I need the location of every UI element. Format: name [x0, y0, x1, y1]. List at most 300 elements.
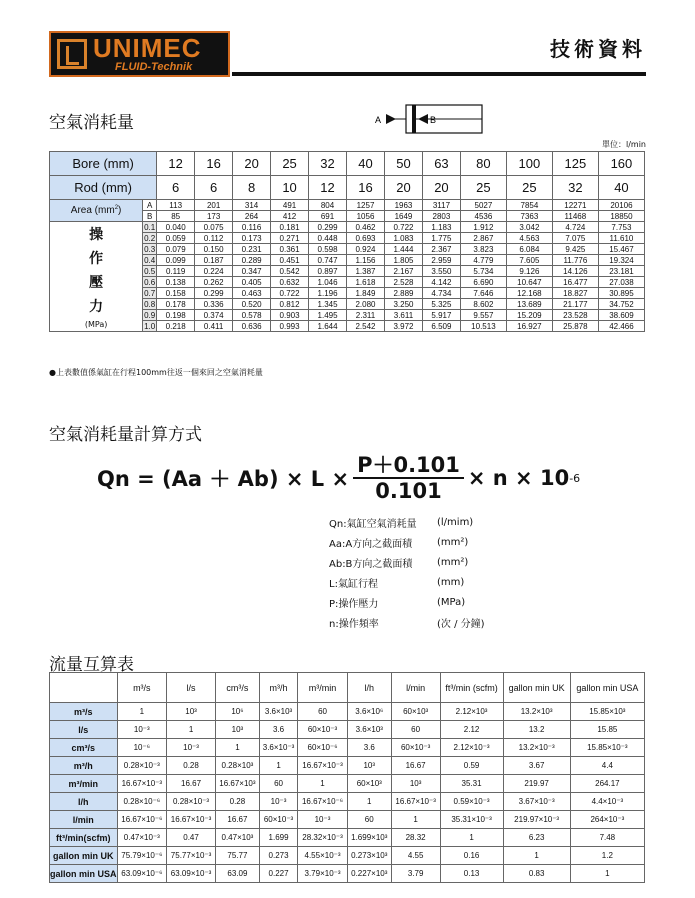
consumption-cell: 0.747 [309, 255, 347, 266]
flow-cell: 10⁻³ [259, 793, 297, 811]
flow-col-header: gallon min USA [570, 673, 644, 703]
flow-cell: 10³ [215, 721, 259, 739]
consumption-cell: 4.779 [460, 255, 506, 266]
pressure-value: 0.6 [144, 277, 156, 287]
rod-cell: 8 [233, 176, 271, 200]
rod-cell: 20 [384, 176, 422, 200]
flow-cell: 0.227×10³ [347, 865, 391, 883]
flow-cell: 16.67×10⁻⁶ [298, 793, 348, 811]
definition-unit: (MPa) [437, 596, 466, 608]
consumption-cell: 7.075 [552, 233, 598, 244]
pressure-value: 0.7 [144, 288, 156, 298]
rod-cell: 20 [422, 176, 460, 200]
flow-cell: 60×10⁻³ [259, 811, 297, 829]
op-char: 力 [89, 298, 104, 315]
bore-cell: 100 [506, 152, 552, 176]
area-a-label: A [143, 200, 157, 211]
area-sup: 2 [114, 205, 119, 211]
consumption-cell: 2.959 [422, 255, 460, 266]
rod-cell: 6 [157, 176, 195, 200]
flow-cell: 10⁻³ [298, 811, 348, 829]
flow-cell: 35.31×10⁻³ [440, 811, 503, 829]
flow-cell: 15.85×10⁻³ [570, 739, 644, 757]
area-b-cell: 7363 [506, 211, 552, 222]
consumption-cell: 0.993 [271, 321, 309, 332]
definition-term: Qn:氣缸空氣消耗量 [329, 518, 417, 530]
consumption-cell: 1.495 [309, 310, 347, 321]
definition-unit: (mm²) [437, 556, 469, 568]
header-rule [232, 72, 646, 76]
consumption-cell: 6.084 [506, 244, 552, 255]
consumption-cell: 0.112 [195, 233, 233, 244]
consumption-cell: 0.924 [347, 244, 385, 255]
flow-cell: 60 [347, 811, 391, 829]
logo-subtitle: FLUID-Technik [115, 61, 193, 73]
diagram-label-b: B [430, 115, 437, 125]
flow-cell: 0.273×10³ [347, 847, 391, 865]
flow-cell: 2.12×10⁻³ [440, 739, 503, 757]
definition-term: P:操作壓力 [329, 598, 379, 610]
flow-cell: 60 [391, 721, 440, 739]
flow-cell: 264×10⁻³ [570, 811, 644, 829]
area-b-label: B [143, 211, 157, 222]
consumption-cell: 15.209 [506, 310, 552, 321]
consumption-cell: 2.542 [347, 321, 385, 332]
flow-cell: 63.09 [215, 865, 259, 883]
consumption-cell: 5.917 [422, 310, 460, 321]
bore-cell: 12 [157, 152, 195, 176]
consumption-cell: 6.690 [460, 277, 506, 288]
consumption-cell: 4.563 [506, 233, 552, 244]
operating-pressure-header [50, 222, 143, 332]
consumption-cell: 15.467 [598, 244, 644, 255]
flow-cell: 0.13 [440, 865, 503, 883]
pressure-value: 0.3 [144, 244, 156, 254]
definition-row [329, 612, 485, 632]
flow-cell: 4.4×10⁻³ [570, 793, 644, 811]
flow-cell: 63.09×10⁻³ [167, 865, 216, 883]
flow-col-header: m³/min [298, 673, 348, 703]
consumption-cell: 10.513 [460, 321, 506, 332]
consumption-cell: 0.361 [271, 244, 309, 255]
area-b-cell: 1056 [347, 211, 385, 222]
area-a-cell: 5027 [460, 200, 506, 211]
consumption-cell: 9.126 [506, 266, 552, 277]
consumption-cell: 0.722 [271, 288, 309, 299]
flow-cell: 0.47×10³ [215, 829, 259, 847]
consumption-cell: 1.775 [422, 233, 460, 244]
flow-cell: 1.699 [259, 829, 297, 847]
area-a-cell: 1963 [384, 200, 422, 211]
flow-cell: 10⁻⁶ [117, 739, 167, 757]
flow-cell: 7.48 [570, 829, 644, 847]
consumption-cell: 2.867 [460, 233, 506, 244]
flow-cell: 1 [167, 721, 216, 739]
consumption-cell: 1.618 [347, 277, 385, 288]
consumption-cell: 0.411 [195, 321, 233, 332]
bore-cell: 80 [460, 152, 506, 176]
consumption-cell: 0.693 [347, 233, 385, 244]
flow-cell: 2.12×10³ [440, 703, 503, 721]
consumption-cell: 1.444 [384, 244, 422, 255]
area-a-cell: 7854 [506, 200, 552, 211]
flow-cell: 35.31 [440, 775, 503, 793]
flow-cell: 10³ [167, 703, 216, 721]
definition-unit: (mm) [437, 576, 465, 588]
consumption-cell: 3.042 [506, 222, 552, 233]
flow-cell: 60 [298, 703, 348, 721]
flow-cell: 60×10³ [391, 703, 440, 721]
consumption-cell: 34.752 [598, 299, 644, 310]
consumption-cell: 0.405 [233, 277, 271, 288]
flow-row [50, 739, 645, 757]
consumption-cell: 3.550 [422, 266, 460, 277]
consumption-cell: 3.250 [384, 299, 422, 310]
area-header [50, 200, 143, 222]
flow-cell: 10⁶ [215, 703, 259, 721]
flow-row [50, 829, 645, 847]
flow-col-header: cm³/s [215, 673, 259, 703]
bore-cell: 63 [422, 152, 460, 176]
bore-header: Bore (mm) [50, 152, 157, 176]
flow-row [50, 865, 645, 883]
flow-cell: 264.17 [570, 775, 644, 793]
consumption-cell: 14.126 [552, 266, 598, 277]
bore-cell: 25 [271, 152, 309, 176]
consumption-cell: 0.374 [195, 310, 233, 321]
diagram-label-a: A [375, 115, 382, 125]
unit-label: 單位：l/min [601, 140, 646, 149]
flow-cell: 15.85 [570, 721, 644, 739]
flow-row-header: m³/s [50, 703, 118, 721]
consumption-cell: 0.158 [157, 288, 195, 299]
definition-row [329, 532, 485, 552]
area-b-cell: 85 [157, 211, 195, 222]
rod-cell: 12 [309, 176, 347, 200]
consumption-cell: 16.927 [506, 321, 552, 332]
consumption-cell: 0.178 [157, 299, 195, 310]
area-label: Area (mm [70, 205, 115, 216]
flow-cell: 75.77 [215, 847, 259, 865]
flow-cell: 13.2 [503, 721, 570, 739]
formula-left: Qn = (Aa ＋ Ab) × L × [97, 467, 350, 491]
consumption-cell: 2.311 [347, 310, 385, 321]
consumption-cell: 2.167 [384, 266, 422, 277]
consumption-cell: 9.557 [460, 310, 506, 321]
flow-col-header: m³/s [117, 673, 167, 703]
area-a-cell: 491 [271, 200, 309, 211]
flow-cell: 0.28×10³ [215, 757, 259, 775]
area-a-cell: 804 [309, 200, 347, 211]
air-consumption-table [49, 151, 645, 332]
area-a-cell: 20106 [598, 200, 644, 211]
flow-cell: 4.4 [570, 757, 644, 775]
consumption-cell: 0.462 [347, 222, 385, 233]
consumption-cell: 0.336 [195, 299, 233, 310]
area-a-cell: 113 [157, 200, 195, 211]
flow-cell: 0.28×10⁻³ [117, 757, 167, 775]
flow-cell: 0.227 [259, 865, 297, 883]
consumption-cell: 16.477 [552, 277, 598, 288]
consumption-cell: 0.059 [157, 233, 195, 244]
bore-row [50, 152, 645, 176]
rod-cell: 6 [195, 176, 233, 200]
bore-cell: 20 [233, 152, 271, 176]
consumption-cell: 0.598 [309, 244, 347, 255]
consumption-cell: 23.528 [552, 310, 598, 321]
consumption-cell: 0.075 [195, 222, 233, 233]
consumption-cell: 1.083 [384, 233, 422, 244]
flow-cell: 4.55×10⁻³ [298, 847, 348, 865]
flow-cell: 16.67×10⁻⁶ [117, 811, 167, 829]
rod-cell: 32 [552, 176, 598, 200]
consumption-formula [97, 450, 580, 506]
consumption-cell: 0.903 [271, 310, 309, 321]
flow-cell: 6.23 [503, 829, 570, 847]
flow-cell: 28.32 [391, 829, 440, 847]
flow-row-header: m³/h [50, 757, 118, 775]
flow-cell: 4.55 [391, 847, 440, 865]
rod-cell: 25 [506, 176, 552, 200]
consumption-cell: 8.602 [460, 299, 506, 310]
area-a-cell: 3117 [422, 200, 460, 211]
flow-row [50, 775, 645, 793]
consumption-cell: 0.897 [309, 266, 347, 277]
flow-cell: 16.67 [167, 775, 216, 793]
flow-cell: 16.67×10⁻³ [117, 775, 167, 793]
flow-cell: 3.6 [259, 721, 297, 739]
bore-cell: 32 [309, 152, 347, 176]
consumption-cell: 3.611 [384, 310, 422, 321]
consumption-cell: 4.724 [552, 222, 598, 233]
flow-row [50, 757, 645, 775]
flow-cell: 63.09×10⁻⁶ [117, 865, 167, 883]
op-char: 壓 [89, 274, 104, 291]
consumption-cell: 0.636 [233, 321, 271, 332]
consumption-cell: 27.038 [598, 277, 644, 288]
flow-cell: 0.59 [440, 757, 503, 775]
bore-cell: 50 [384, 152, 422, 176]
flow-cell: 0.83 [503, 865, 570, 883]
consumption-cell: 0.187 [195, 255, 233, 266]
consumption-cell: 4.734 [422, 288, 460, 299]
cylinder-diagram-icon [372, 99, 486, 139]
flow-row-header: l/min [50, 811, 118, 829]
consumption-cell: 2.528 [384, 277, 422, 288]
consumption-cell: 2.080 [347, 299, 385, 310]
consumption-cell: 0.138 [157, 277, 195, 288]
flow-cell: 1 [570, 865, 644, 883]
consumption-cell: 0.173 [233, 233, 271, 244]
consumption-cell: 18.827 [552, 288, 598, 299]
consumption-cell: 7.605 [506, 255, 552, 266]
flow-cell: 60×10⁻³ [298, 721, 348, 739]
flow-row [50, 811, 645, 829]
consumption-cell: 1.387 [347, 266, 385, 277]
consumption-cell: 0.218 [157, 321, 195, 332]
definition-row [329, 572, 485, 592]
consumption-cell: 11.610 [598, 233, 644, 244]
area-b-cell: 18850 [598, 211, 644, 222]
flow-cell: 16.67 [215, 811, 259, 829]
pressure-value: 0.1 [144, 222, 156, 232]
area-a-cell: 12271 [552, 200, 598, 211]
flow-row-header: l/s [50, 721, 118, 739]
definition-unit: (mm²) [437, 536, 469, 548]
area-b-cell: 691 [309, 211, 347, 222]
consumption-cell: 3.823 [460, 244, 506, 255]
flow-col-header: ft³/min (scfm) [440, 673, 503, 703]
flow-col-header: l/h [347, 673, 391, 703]
flow-cell: 3.6×10⁶ [347, 703, 391, 721]
flow-row-header: ft³/min(scfm) [50, 829, 118, 847]
pressure-value: 0.5 [144, 266, 156, 276]
consumption-cell: 0.451 [271, 255, 309, 266]
consumption-cell: 0.119 [157, 266, 195, 277]
flow-cell: 1 [215, 739, 259, 757]
flow-cell: 3.6×10⁻³ [259, 739, 297, 757]
formula-denominator: 0.101 [375, 479, 442, 503]
definition-term: L:氣缸行程 [329, 578, 378, 590]
definition-term: Aa:A方向之截面積 [329, 538, 413, 550]
bore-cell: 160 [598, 152, 644, 176]
flow-cell: 0.47×10⁻³ [117, 829, 167, 847]
formula-exponent: -6 [569, 471, 581, 485]
pressure-value: 0.2 [144, 233, 156, 243]
flow-row [50, 793, 645, 811]
logo-mark-icon [57, 39, 87, 69]
area-a-row [50, 200, 645, 211]
mpa-label: (MPa) [84, 319, 108, 329]
flow-cell: 10³ [391, 775, 440, 793]
flow-cell: 1 [117, 703, 167, 721]
flow-cell: 10³ [347, 757, 391, 775]
flow-row [50, 721, 645, 739]
consumption-cell: 11.776 [552, 255, 598, 266]
formula-title: 空氣消耗量計算方式 [49, 425, 202, 445]
flow-cell: 60×10³ [347, 775, 391, 793]
flow-cell: 13.2×10⁻³ [503, 739, 570, 757]
area-a-cell: 314 [233, 200, 271, 211]
definition-row [329, 592, 485, 612]
bore-cell: 16 [195, 152, 233, 176]
flow-cell: 0.28 [167, 757, 216, 775]
bore-cell: 40 [347, 152, 385, 176]
flow-row [50, 703, 645, 721]
flow-row [50, 847, 645, 865]
consumption-cell: 0.099 [157, 255, 195, 266]
consumption-cell: 0.262 [195, 277, 233, 288]
flow-cell: 219.97×10⁻³ [503, 811, 570, 829]
formula-definitions [329, 512, 485, 632]
consumption-cell: 0.520 [233, 299, 271, 310]
consumption-cell: 0.299 [195, 288, 233, 299]
consumption-cell: 0.231 [233, 244, 271, 255]
flow-cell: 10⁻³ [117, 721, 167, 739]
flow-cell: 16.67×10⁻³ [391, 793, 440, 811]
definition-term: n:操作頻率 [329, 618, 379, 630]
definition-row [329, 512, 485, 532]
op-char: 作 [89, 250, 104, 267]
consumption-cell: 1.849 [347, 288, 385, 299]
definition-term: Ab:B方向之截面積 [329, 558, 413, 570]
consumption-cell: 0.224 [195, 266, 233, 277]
flow-cell: 3.6×10³ [347, 721, 391, 739]
flow-cell: 28.32×10⁻³ [298, 829, 348, 847]
area-b-cell: 264 [233, 211, 271, 222]
flow-cell: 1 [347, 793, 391, 811]
flow-cell: 16.67×10⁻³ [167, 811, 216, 829]
rod-row [50, 176, 645, 200]
consumption-cell: 0.289 [233, 255, 271, 266]
consumption-cell: 30.895 [598, 288, 644, 299]
area-a-cell: 1257 [347, 200, 385, 211]
flow-cell: 16.67×10³ [215, 775, 259, 793]
consumption-cell: 4.142 [422, 277, 460, 288]
consumption-cell: 2.889 [384, 288, 422, 299]
consumption-cell: 23.181 [598, 266, 644, 277]
flow-conversion-table [49, 672, 645, 883]
consumption-cell: 7.646 [460, 288, 506, 299]
consumption-cell: 0.632 [271, 277, 309, 288]
unimec-logo [49, 31, 230, 77]
flow-cell: 1.699×10³ [347, 829, 391, 847]
flow-cell: 1 [298, 775, 348, 793]
consumption-cell: 1.912 [460, 222, 506, 233]
consumption-note: ●上表數值係氣缸在行程100mm往返一個來回之空氣消耗量 [49, 368, 263, 377]
pressure-row [50, 222, 645, 233]
flow-cell: 60 [259, 775, 297, 793]
consumption-cell: 5.734 [460, 266, 506, 277]
area-b-cell: 4536 [460, 211, 506, 222]
consumption-cell: 9.425 [552, 244, 598, 255]
flow-row-header: m³/min [50, 775, 118, 793]
op-char: 操 [89, 226, 104, 243]
flow-cell: 60×10⁻³ [391, 739, 440, 757]
flow-cell: 3.67×10⁻³ [503, 793, 570, 811]
pressure-value: 1.0 [144, 321, 156, 331]
consumption-cell: 0.181 [271, 222, 309, 233]
flow-cell: 60×10⁻⁶ [298, 739, 348, 757]
rod-cell: 16 [347, 176, 385, 200]
bore-cell: 125 [552, 152, 598, 176]
definition-unit: (l/mim) [437, 516, 474, 528]
consumption-cell: 0.542 [271, 266, 309, 277]
consumption-cell: 19.324 [598, 255, 644, 266]
consumption-cell: 0.079 [157, 244, 195, 255]
flow-cell: 1 [259, 757, 297, 775]
flow-cell: 3.6×10³ [259, 703, 297, 721]
consumption-cell: 0.116 [233, 222, 271, 233]
consumption-cell: 1.345 [309, 299, 347, 310]
area-b-cell: 2803 [422, 211, 460, 222]
flow-cell: 3.79×10⁻³ [298, 865, 348, 883]
flow-cell: 10⁻³ [167, 739, 216, 757]
flow-cell: 0.59×10⁻³ [440, 793, 503, 811]
rod-cell: 40 [598, 176, 644, 200]
consumption-cell: 38.609 [598, 310, 644, 321]
flow-col-header: gallon min UK [503, 673, 570, 703]
flow-cell: 1 [391, 811, 440, 829]
flow-cell: 0.28×10⁻³ [167, 793, 216, 811]
consumption-cell: 21.177 [552, 299, 598, 310]
formula-fraction [353, 453, 464, 503]
flow-cell: 75.77×10⁻³ [167, 847, 216, 865]
flow-cell: 75.79×10⁻⁶ [117, 847, 167, 865]
consumption-cell: 0.150 [195, 244, 233, 255]
flow-cell: 0.16 [440, 847, 503, 865]
flow-cell: 2.12 [440, 721, 503, 739]
